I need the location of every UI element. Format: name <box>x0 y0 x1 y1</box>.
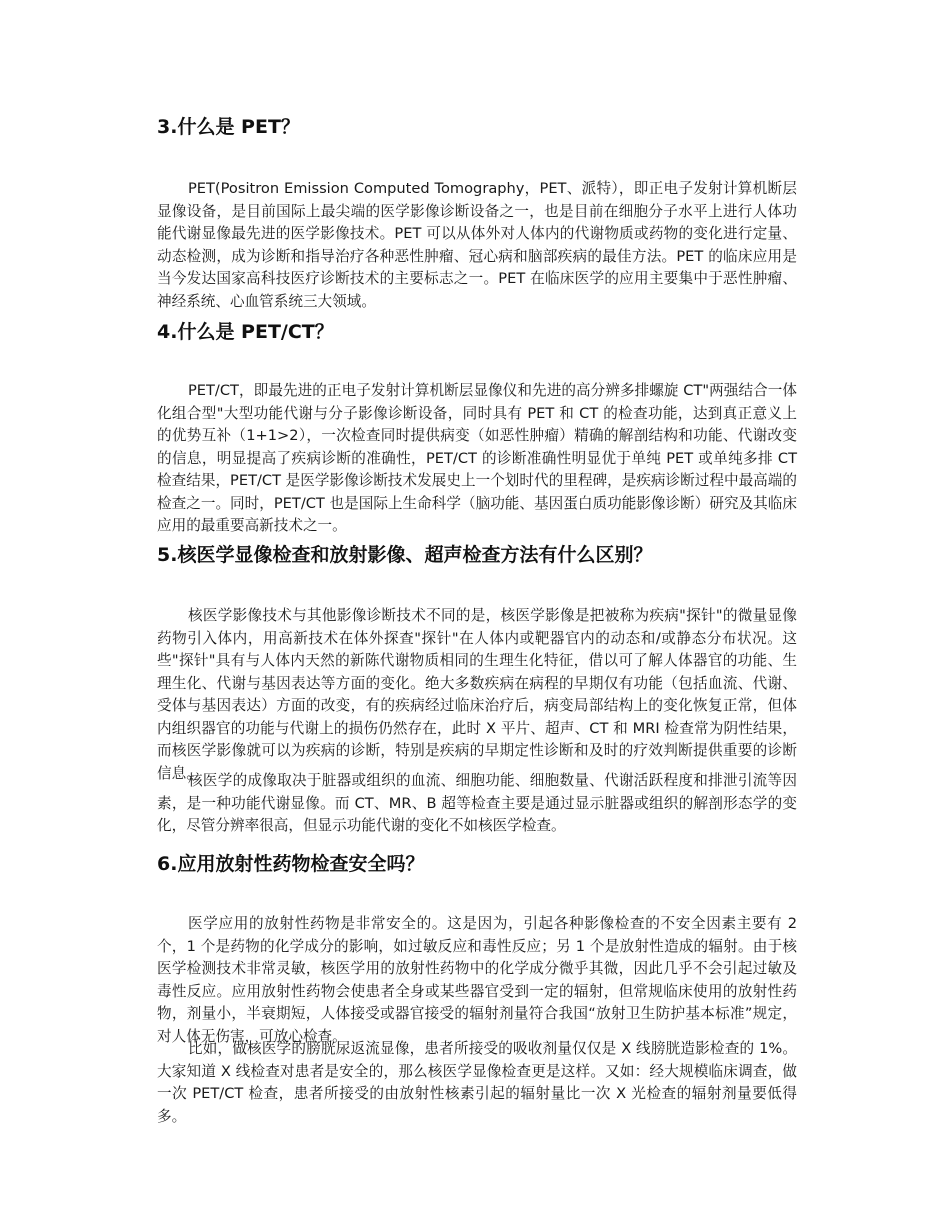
paragraph-radiopharmaceutical-safety: 医学应用的放射性药物是非常安全的。这是因为，引起各种影像检查的不安全因素主要有 2 个，1 个是药物的化学成分的影响，如过敏反应和毒性反应；另 1 个是放射性造成的辐射。由于核医学检测技术非常灵敏，核医学用的放射性药物中的化学成分微乎其微，因此几乎不会引起过敏及毒性反应。应用放射性药物会使患者全身或某些器官受到一定的辐射，但常规临床使用的放射性药物，剂量小，半衰期短，人体接受或器官接受的辐射剂量符合我国“放射卫生防护基本标准”规定，对人体无伤害，可放心检查。 <box>157 915 797 1045</box>
paragraph-nuclear-imaging-factors: 核医学的成像取决于脏器或组织的血流、细胞功能、细胞数量、代谢活跃程度和排泄引流等因素，是一种功能代谢显像。而 CT、MR、B 超等检查主要是通过显示脏器或组织的解剖形态学的变化，尽管分辨率很高，但显示功能代谢的变化不如核医学检查。 <box>157 772 797 834</box>
section-heading-safety: 6.应用放射性药物检查安全吗？ <box>157 853 425 875</box>
section-heading-pet: 3.什么是 PET？ <box>157 116 300 138</box>
paragraph-radiation-dose-example: 比如，做核医学的膀胱尿返流显像，患者所接受的吸收剂量仅仅是 X 线膀胱造影检查的 1%。大家知道 X 线检查对患者是安全的，那么核医学显像检查更是这样。又如：经大规模临床调查，做一次 PET/CT 检查，患者所接受的由放射性核素引起的辐射量比一次 X 光检查的辐射剂量要低得多。 <box>157 1040 797 1125</box>
section-heading-pet-ct: 4.什么是 PET/CT？ <box>157 321 334 343</box>
paragraph-nuclear-imaging-technique: 核医学影像技术与其他影像诊断技术不同的是，核医学影像是把被称为疾病"探针"的微量显像药物引入体内，用高新技术在体外探查"探针"在人体内或靶器官内的动态和/或静态分布状况。这些"探针"具有与人体内天然的新陈代谢物质相同的生理生化特征，借以可了解人体器官的功能、生理生化、代谢与基因表达等方面的变化。绝大多数疾病在病程的早期仅有功能（包括血流、代谢、受体与基因表达）方面的改变，有的疾病经过临床治疗后，病变局部结构上的变化恢复正常，但体内组织器官的功能与代谢上的损伤仍然存在，此时 X 平片、超声、CT 和 MRI 检查常为阴性结果，而核医学影像就可以为疾病的诊断，特别是疾病的早期定性诊断和及时的疗效判断提供重要的诊断信息。 <box>157 607 797 782</box>
section-heading-imaging-difference: 5.核医学显像检查和放射影像、超声检查方法有什么区别？ <box>157 544 653 566</box>
paragraph-pet-ct-definition: PET/CT，即最先进的正电子发射计算机断层显像仪和先进的高分辨多排螺旋 CT"两强结合一体化组合型"大型功能代谢与分子影像诊断设备，同时具有 PET 和 CT 的检查功能，达到真正意义上的优势互补（1+1>2），一次检查同时提供病变（如恶性肿瘤）精确的解剖结构和功能、代谢改变的信息，明显提高了疾病诊断的准确性，PET/CT 的诊断准确性明显优于单纯 PET 或单纯多排 CT 检查结果，PET/CT 是医学影像诊断技术发展史上一个划时代的里程碑，是疾病诊断过程中最高端的检查之一。同时，PET/CT 也是国际上生命科学（脑功能、基因蛋白质功能影像诊断）研究及其临床应用的最重要高新技术之一。 <box>157 382 797 534</box>
paragraph-pet-definition: PET(Positron Emission Computed Tomography，PET、派特），即正电子发射计算机断层显像设备，是目前国际上最尖端的医学影像诊断设备之一，也是目前在细胞分子水平上进行人体功能代谢显像最先进的医学影像技术。PET 可以从体外对人体内的代谢物质或药物的变化进行定量、动态检测，成为诊断和指导治疗各种恶性肿瘤、冠心病和脑部疾病的最佳方法。PET 的临床应用是当今发达国家高科技医疗诊断技术的主要标志之一。PET 在临床医学的应用主要集中于恶性肿瘤、神经系统、心血管系统三大领域。 <box>157 180 797 310</box>
